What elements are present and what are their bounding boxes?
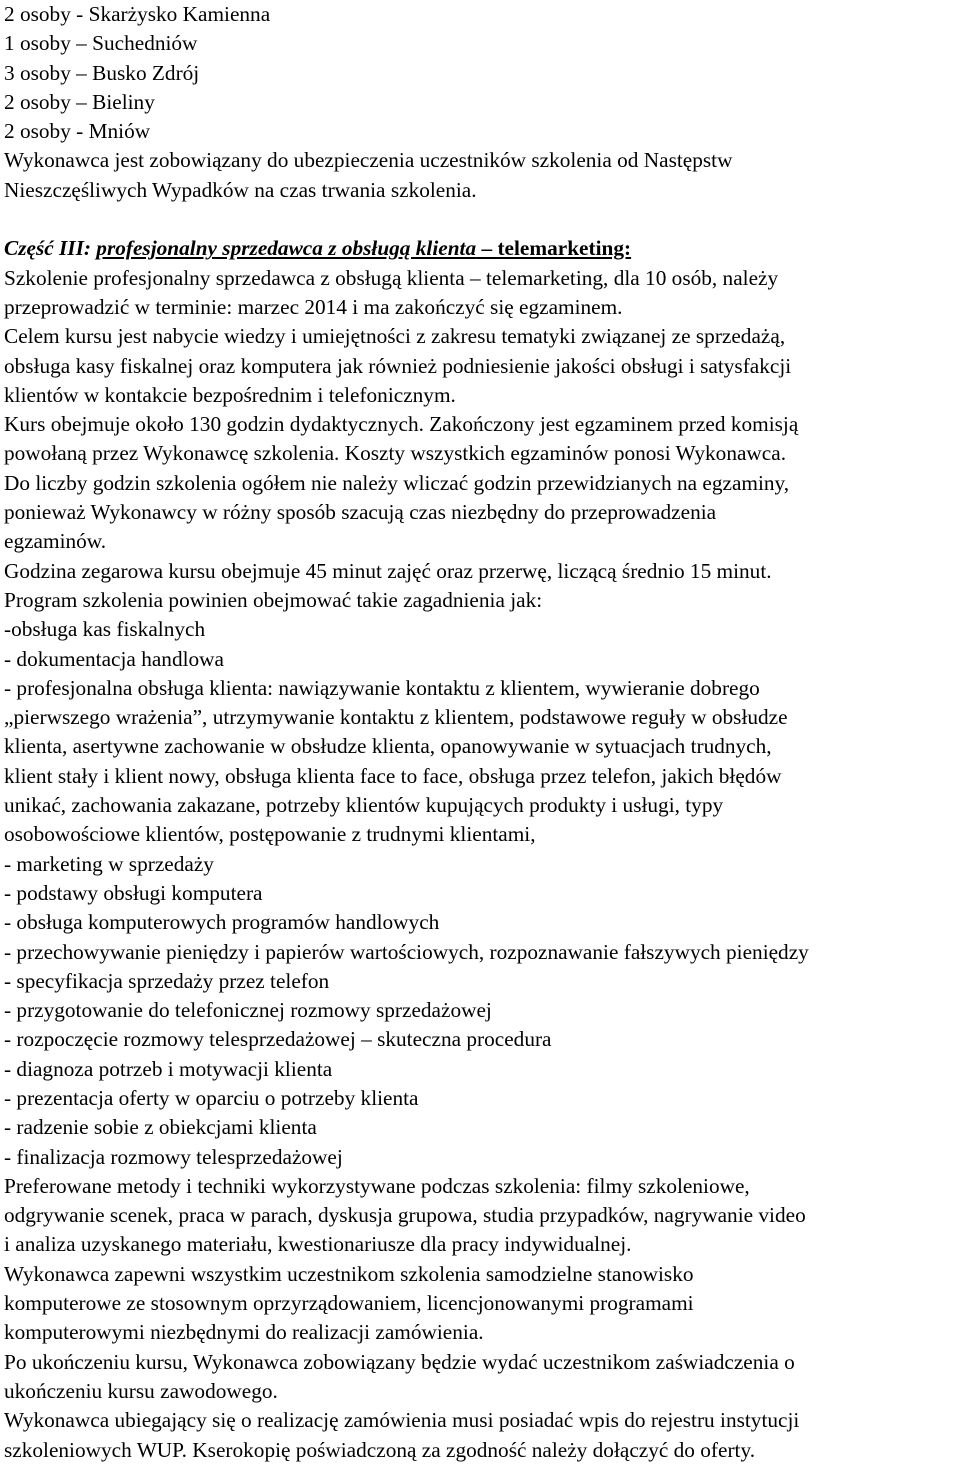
text-line: 3 osoby – Busko Zdrój	[4, 60, 200, 85]
text-line: - radzenie sobie z obiekcjami klienta	[4, 1115, 317, 1140]
text-line: klientów w kontakcie bezpośrednim i telefonicznym.	[4, 382, 456, 407]
text-line: klienta, asertywne zachowanie w obsłudze klienta, opanowywanie w sytuacjach trudnych,	[4, 734, 772, 759]
text-line: Kurs obejmuje około 130 godzin dydaktycznych. Zakończony jest egzaminem przed komisją	[4, 412, 799, 437]
text-line: szkoleniowych WUP. Kserokopię poświadczoną za zgodność należy dołączyć do oferty.	[4, 1437, 756, 1462]
section-heading-separator: –	[476, 236, 498, 261]
text-line: Godzina zegarowa kursu obejmuje 45 minut zajęć oraz przerwę, liczącą średnio 15 minut.	[4, 558, 772, 583]
section-body	[4, 264, 956, 1465]
paragraph-gap	[4, 205, 956, 234]
text-line: - specyfikacja sprzedaży przez telefon	[4, 968, 330, 993]
section-heading-prefix: Część III:	[4, 236, 97, 261]
text-line: Do liczby godzin szkolenia ogółem nie należy wliczać godzin przewidzianych na egzaminy,	[4, 470, 790, 495]
text-line: - podstawy obsługi komputera	[4, 880, 263, 905]
text-line: - obsługa komputerowych programów handlowych	[4, 910, 440, 935]
text-line: 1 osoby – Suchedniów	[4, 31, 198, 56]
text-line: - marketing w sprzedaży	[4, 851, 214, 876]
text-line: i analiza uzyskanego materiału, kwestionariusze dla pracy indywidualnej.	[4, 1232, 632, 1257]
text-line: komputerowymi niezbędnymi do realizacji zamówienia.	[4, 1320, 484, 1345]
text-line: przeprowadzić w terminie: marzec 2014 i ma zakończyć się egzaminem.	[4, 294, 623, 319]
text-line: Program szkolenia powinien obejmować takie zagadnienia jak:	[4, 587, 543, 612]
text-line: 2 osoby - Skarżysko Kamienna	[4, 2, 271, 26]
text-line: Nieszczęśliwych Wypadków na czas trwania szkolenia.	[4, 177, 477, 202]
text-line: Szkolenie profesjonalny sprzedawca z obsługą klienta – telemarketing, dla 10 osób, należy	[4, 265, 779, 290]
text-line: - przygotowanie do telefonicznej rozmowy sprzedażowej	[4, 998, 492, 1023]
text-line: unikać, zachowania zakazane, potrzeby klientów kupujących produkty i usługi, typy	[4, 793, 724, 818]
text-line: - prezentacja oferty w oparciu o potrzeby klienta	[4, 1085, 419, 1110]
text-line: osobowościowe klientów, postępowanie z trudnymi klientami,	[4, 822, 536, 847]
text-line: ponieważ Wykonawcy w różny sposób szacują czas niezbędny do przeprowadzenia	[4, 500, 717, 525]
text-line: - profesjonalna obsługa klienta: nawiązywanie kontaktu z klientem, wywieranie dobrego	[4, 675, 760, 700]
text-line: - przechowywanie pieniędzy i papierów wartościowych, rozpoznawanie fałszywych pieniędzy	[4, 939, 809, 964]
text-line: - dokumentacja handlowa	[4, 646, 224, 671]
text-line: -obsługa kas fiskalnych	[4, 617, 206, 642]
text-line: ukończeniu kursu zawodowego.	[4, 1378, 278, 1403]
text-line: 2 osoby - Mniów	[4, 119, 151, 144]
text-line: odgrywanie scenek, praca w parach, dyskusja grupowa, studia przypadków, nagrywanie video	[4, 1203, 806, 1228]
text-line: „pierwszego wrażenia”, utrzymywanie kontaktu z klientem, podstawowe reguły w obsłudze	[4, 705, 788, 730]
text-line: Wykonawca zapewni wszystkim uczestnikom szkolenia samodzielne stanowisko	[4, 1261, 694, 1286]
text-line: komputerowe ze stosownym oprzyrządowaniem, licencjonowanymi programami	[4, 1291, 694, 1316]
text-line: Wykonawca jest zobowiązany do ubezpieczenia uczestników szkolenia od Następstw	[4, 148, 733, 173]
top-block	[4, 0, 956, 205]
text-line: obsługa kasy fiskalnej oraz komputera jak również podniesienie jakości obsługi i satysfakcji	[4, 353, 792, 378]
text-line: Preferowane metody i techniki wykorzystywane podczas szkolenia: filmy szkoleniowe,	[4, 1173, 750, 1198]
text-line: Wykonawca ubiegający się o realizację zamówienia musi posiadać wpis do rejestru instytucji	[4, 1408, 800, 1433]
text-line: Po ukończeniu kursu, Wykonawca zobowiązany będzie wydać uczestnikom zaświadczenia o	[4, 1349, 795, 1374]
text-line: powołaną przez Wykonawcę szkolenia. Koszty wszystkich egzaminów ponosi Wykonawca.	[4, 441, 787, 466]
text-line: egzaminów.	[4, 529, 107, 554]
text-line: - rozpoczęcie rozmowy telesprzedażowej – skuteczna procedura	[4, 1027, 552, 1052]
section-heading-suffix: telemarketing:	[497, 236, 632, 261]
text-line: Celem kursu jest nabycie wiedzy i umiejętności z zakresu tematyki związanej ze sprzedażą,	[4, 324, 786, 349]
text-line: - diagnoza potrzeb i motywacji klienta	[4, 1056, 333, 1081]
text-line: - finalizacja rozmowy telesprzedażowej	[4, 1144, 343, 1169]
text-line: klient stały i klient nowy, obsługa klienta face to face, obsługa przez telefon, jakich błędów	[4, 763, 782, 788]
text-line: 2 osoby – Bieliny	[4, 89, 155, 114]
section-heading	[4, 234, 956, 263]
section-heading-title: profesjonalny sprzedawca z obsługą klienta	[96, 236, 477, 261]
